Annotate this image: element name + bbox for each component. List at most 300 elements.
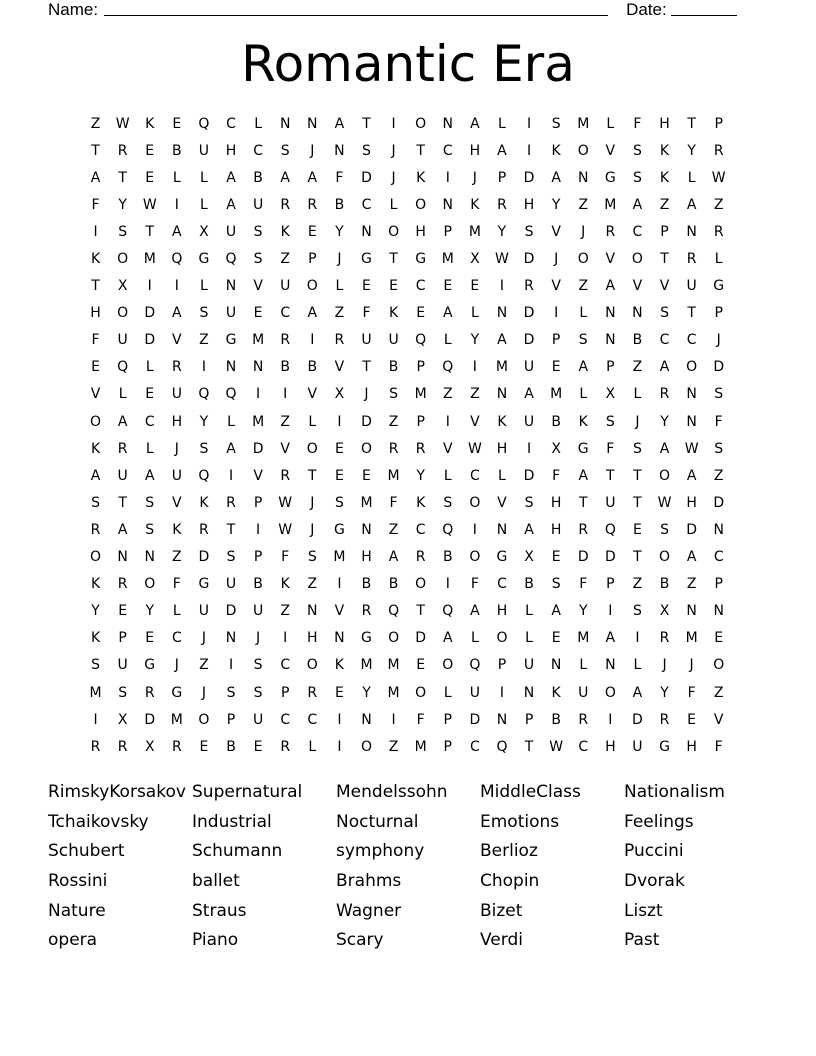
grid-letter[interactable]: M xyxy=(360,494,373,511)
grid-letter[interactable]: C xyxy=(469,738,480,755)
grid-letter[interactable]: R xyxy=(117,738,128,755)
grid-letter[interactable]: G xyxy=(713,278,725,295)
grid-letter[interactable]: M xyxy=(441,251,454,268)
grid-letter[interactable]: P xyxy=(443,738,452,755)
grid-letter[interactable]: A xyxy=(307,305,318,322)
grid-letter[interactable]: N xyxy=(605,305,616,322)
grid-letter[interactable]: F xyxy=(91,332,100,349)
grid-letter[interactable]: K xyxy=(388,305,399,322)
grid-letter[interactable]: Z xyxy=(713,196,724,213)
grid-letter[interactable]: K xyxy=(551,684,561,701)
grid-letter[interactable]: A xyxy=(334,115,345,132)
grid-letter[interactable]: V xyxy=(253,278,263,295)
grid-letter[interactable]: A xyxy=(442,305,453,322)
grid-letter[interactable]: N xyxy=(334,142,345,159)
grid-letter[interactable]: T xyxy=(91,278,100,295)
grid-letter[interactable]: T xyxy=(145,223,155,240)
grid-letter[interactable]: S xyxy=(145,521,155,538)
grid-letter[interactable]: C xyxy=(497,576,507,593)
grid-letter[interactable]: L xyxy=(525,630,533,647)
grid-letter[interactable]: Y xyxy=(145,603,155,620)
grid-letter[interactable]: R xyxy=(713,142,724,159)
grid-letter[interactable]: S xyxy=(253,223,263,240)
grid-letter[interactable]: I xyxy=(445,576,450,593)
grid-letter[interactable]: D xyxy=(198,549,210,566)
grid-letter[interactable]: V xyxy=(280,440,290,457)
grid-letter[interactable]: S xyxy=(632,142,642,159)
grid-letter[interactable]: Q xyxy=(469,657,481,674)
grid-letter[interactable]: C xyxy=(659,332,670,349)
grid-letter[interactable]: T xyxy=(118,494,127,511)
grid-letter[interactable]: O xyxy=(659,549,671,566)
grid-letter[interactable]: J xyxy=(174,440,179,457)
grid-letter[interactable]: B xyxy=(280,359,290,376)
grid-letter[interactable]: R xyxy=(280,196,291,213)
grid-letter[interactable]: C xyxy=(713,549,724,566)
grid-letter[interactable]: I xyxy=(201,359,206,376)
grid-letter[interactable]: N xyxy=(686,413,697,430)
grid-letter[interactable]: N xyxy=(361,223,372,240)
grid-letter[interactable]: L xyxy=(633,657,642,674)
grid-letter[interactable]: M xyxy=(252,332,265,349)
grid-letter[interactable]: Y xyxy=(687,142,696,159)
grid-letter[interactable]: R xyxy=(334,332,345,349)
grid-letter[interactable]: P xyxy=(714,115,723,132)
grid-letter[interactable]: A xyxy=(90,169,101,186)
grid-letter[interactable]: H xyxy=(550,521,562,538)
grid-letter[interactable]: O xyxy=(713,657,725,674)
grid-letter[interactable]: X xyxy=(144,738,155,755)
grid-letter[interactable]: R xyxy=(117,142,128,159)
grid-letter[interactable]: Z xyxy=(686,576,697,593)
grid-letter[interactable]: R xyxy=(307,684,318,701)
grid-letter[interactable]: O xyxy=(388,223,400,240)
grid-letter[interactable]: Z xyxy=(659,196,670,213)
grid-letter[interactable]: M xyxy=(604,196,617,213)
grid-letter[interactable]: H xyxy=(90,305,101,322)
grid-letter[interactable]: R xyxy=(361,603,372,620)
grid-letter[interactable]: H xyxy=(171,413,183,430)
grid-letter[interactable]: S xyxy=(551,115,561,132)
grid-letter[interactable]: E xyxy=(632,521,642,538)
grid-letter[interactable]: T xyxy=(118,169,127,186)
grid-letter[interactable]: L xyxy=(579,386,588,403)
grid-letter[interactable]: O xyxy=(577,142,589,159)
grid-letter[interactable]: Y xyxy=(335,223,344,240)
grid-letter[interactable]: J xyxy=(554,251,559,268)
grid-letter[interactable]: G xyxy=(577,440,589,457)
grid-letter[interactable]: N xyxy=(496,386,508,403)
grid-letter[interactable]: V xyxy=(334,359,345,376)
grid-letter[interactable]: N xyxy=(225,359,237,376)
grid-letter[interactable]: O xyxy=(360,738,372,755)
grid-letter[interactable]: S xyxy=(199,440,209,457)
grid-letter[interactable]: O xyxy=(90,413,102,430)
grid-letter[interactable]: D xyxy=(144,332,156,349)
grid-letter[interactable]: C xyxy=(144,413,155,430)
grid-letter[interactable]: S xyxy=(660,521,669,538)
grid-letter[interactable]: W xyxy=(278,521,293,538)
grid-letter[interactable]: H xyxy=(686,494,697,511)
grid-letter[interactable]: M xyxy=(333,549,346,566)
grid-letter[interactable]: T xyxy=(606,467,615,484)
grid-letter[interactable]: H xyxy=(523,196,535,213)
grid-letter[interactable]: A xyxy=(497,142,507,159)
grid-letter[interactable]: T xyxy=(687,305,696,322)
grid-letter[interactable]: C xyxy=(280,657,291,674)
grid-letter[interactable]: C xyxy=(578,738,589,755)
grid-letter[interactable]: T xyxy=(524,738,534,755)
grid-letter[interactable]: E xyxy=(253,305,263,322)
grid-letter[interactable]: R xyxy=(578,521,589,538)
grid-letter[interactable]: R xyxy=(659,630,670,647)
grid-letter[interactable]: J xyxy=(581,223,586,240)
grid-letter[interactable]: B xyxy=(388,576,399,593)
grid-letter[interactable]: Q xyxy=(225,386,237,403)
grid-letter[interactable]: F xyxy=(335,169,344,186)
grid-letter[interactable]: I xyxy=(337,738,342,755)
grid-letter[interactable]: N xyxy=(686,223,697,240)
grid-letter[interactable]: Z xyxy=(578,278,589,295)
grid-letter[interactable]: T xyxy=(660,251,669,268)
grid-letter[interactable]: I xyxy=(391,711,396,728)
grid-letter[interactable]: C xyxy=(442,142,453,159)
grid-letter[interactable]: N xyxy=(686,386,697,403)
grid-letter[interactable]: I xyxy=(526,440,532,457)
grid-letter[interactable]: I xyxy=(93,711,98,728)
grid-letter[interactable]: L xyxy=(714,251,723,268)
grid-letter[interactable]: L xyxy=(389,196,398,213)
grid-letter[interactable]: N xyxy=(686,603,697,620)
grid-letter[interactable]: V xyxy=(713,711,724,728)
grid-letter[interactable]: Q xyxy=(117,359,129,376)
grid-letter[interactable]: U xyxy=(469,684,480,701)
grid-letter[interactable]: Z xyxy=(172,549,182,566)
grid-letter[interactable]: D xyxy=(523,169,535,186)
grid-letter[interactable]: U xyxy=(686,278,697,295)
grid-letter[interactable]: L xyxy=(145,359,154,376)
grid-letter[interactable]: R xyxy=(307,196,318,213)
grid-letter[interactable]: L xyxy=(525,603,533,620)
grid-letter[interactable]: I xyxy=(228,467,234,484)
grid-letter[interactable]: M xyxy=(414,386,427,403)
grid-letter[interactable]: S xyxy=(118,223,128,240)
grid-letter[interactable]: X xyxy=(524,549,534,566)
grid-letter[interactable]: J xyxy=(364,386,369,403)
grid-letter[interactable]: O xyxy=(415,115,427,132)
grid-letter[interactable]: S xyxy=(714,386,724,403)
grid-letter[interactable]: N xyxy=(496,521,508,538)
grid-letter[interactable]: R xyxy=(578,711,589,728)
grid-letter[interactable]: K xyxy=(551,142,561,159)
grid-letter[interactable]: Y xyxy=(578,603,588,620)
grid-letter[interactable]: A xyxy=(117,413,128,430)
grid-letter[interactable]: I xyxy=(228,657,234,674)
date-field[interactable] xyxy=(671,0,737,16)
grid-letter[interactable]: E xyxy=(551,549,561,566)
grid-letter[interactable]: O xyxy=(686,359,698,376)
grid-letter[interactable]: Z xyxy=(388,521,399,538)
grid-letter[interactable]: O xyxy=(631,251,643,268)
grid-letter[interactable]: M xyxy=(360,657,373,674)
grid-letter[interactable]: S xyxy=(551,576,561,593)
grid-letter[interactable]: L xyxy=(227,413,235,430)
grid-letter[interactable]: B xyxy=(334,196,345,213)
grid-letter[interactable]: G xyxy=(225,332,237,349)
grid-letter[interactable]: D xyxy=(632,711,643,728)
grid-letter[interactable]: C xyxy=(307,711,318,728)
grid-letter[interactable]: C xyxy=(361,196,372,213)
grid-letter[interactable]: P xyxy=(416,413,425,430)
grid-letter[interactable]: K xyxy=(280,223,290,240)
grid-letter[interactable]: E xyxy=(334,684,344,701)
grid-letter[interactable]: A xyxy=(578,467,589,484)
grid-letter[interactable]: G xyxy=(361,251,372,268)
grid-letter[interactable]: I xyxy=(472,359,477,376)
grid-letter[interactable]: E xyxy=(334,440,344,457)
grid-letter[interactable]: O xyxy=(198,711,210,728)
grid-letter[interactable]: A xyxy=(605,278,616,295)
grid-letter[interactable]: E xyxy=(551,359,561,376)
grid-letter[interactable]: V xyxy=(90,386,101,403)
grid-letter[interactable]: Z xyxy=(199,332,209,349)
grid-letter[interactable]: O xyxy=(469,549,481,566)
grid-letter[interactable]: N xyxy=(307,115,318,132)
grid-letter[interactable]: S xyxy=(714,440,724,457)
grid-letter[interactable]: N xyxy=(442,115,453,132)
grid-letter[interactable]: J xyxy=(310,494,315,511)
grid-letter[interactable]: O xyxy=(442,657,454,674)
grid-letter[interactable]: Z xyxy=(442,386,453,403)
grid-letter[interactable]: D xyxy=(225,603,237,620)
grid-letter[interactable]: Y xyxy=(551,196,561,213)
grid-letter[interactable]: L xyxy=(200,196,208,213)
grid-letter[interactable]: D xyxy=(577,549,589,566)
grid-letter[interactable]: N xyxy=(605,332,616,349)
grid-letter[interactable]: M xyxy=(414,738,427,755)
grid-letter[interactable]: B xyxy=(388,359,399,376)
grid-letter[interactable]: L xyxy=(172,169,181,186)
grid-letter[interactable]: R xyxy=(90,738,101,755)
grid-letter[interactable]: L xyxy=(443,332,452,349)
grid-letter[interactable]: R xyxy=(226,494,236,511)
grid-letter[interactable]: E xyxy=(253,738,263,755)
grid-letter[interactable]: P xyxy=(416,359,425,376)
grid-letter[interactable]: A xyxy=(117,521,128,538)
grid-letter[interactable]: S xyxy=(632,440,642,457)
grid-letter[interactable]: Q xyxy=(198,386,210,403)
grid-letter[interactable]: L xyxy=(335,278,344,295)
grid-letter[interactable]: P xyxy=(606,576,615,593)
grid-letter[interactable]: B xyxy=(253,169,263,186)
grid-letter[interactable]: F xyxy=(552,467,561,484)
grid-letter[interactable]: Z xyxy=(632,359,643,376)
grid-letter[interactable]: D xyxy=(469,711,481,728)
grid-letter[interactable]: T xyxy=(308,467,317,484)
grid-letter[interactable]: U xyxy=(225,576,237,593)
name-field[interactable] xyxy=(104,0,608,16)
grid-letter[interactable]: A xyxy=(686,196,697,213)
grid-letter[interactable]: F xyxy=(172,576,181,593)
grid-letter[interactable]: B xyxy=(253,576,263,593)
grid-letter[interactable]: X xyxy=(551,440,561,457)
grid-letter[interactable]: X xyxy=(199,223,209,240)
grid-letter[interactable]: Z xyxy=(280,251,290,268)
grid-letter[interactable]: A xyxy=(172,223,182,240)
grid-letter[interactable]: I xyxy=(337,711,342,728)
grid-letter[interactable]: I xyxy=(445,169,450,186)
grid-letter[interactable]: N xyxy=(523,684,535,701)
grid-letter[interactable]: O xyxy=(469,494,481,511)
grid-letter[interactable]: C xyxy=(280,711,291,728)
grid-letter[interactable]: O xyxy=(306,278,318,295)
grid-letter[interactable]: J xyxy=(716,332,721,349)
grid-letter[interactable]: K xyxy=(334,657,344,674)
grid-letter[interactable]: U xyxy=(388,332,399,349)
grid-letter[interactable]: S xyxy=(145,494,155,511)
grid-letter[interactable]: Q xyxy=(388,603,400,620)
grid-letter[interactable]: E xyxy=(362,467,371,484)
grid-letter[interactable]: A xyxy=(659,359,670,376)
grid-letter[interactable]: A xyxy=(632,684,643,701)
grid-letter[interactable]: B xyxy=(361,576,372,593)
grid-letter[interactable]: Y xyxy=(497,223,507,240)
grid-letter[interactable]: Q xyxy=(171,251,183,268)
grid-letter[interactable]: F xyxy=(633,115,642,132)
grid-letter[interactable]: E xyxy=(687,711,697,728)
grid-letter[interactable]: Z xyxy=(713,684,724,701)
grid-letter[interactable]: U xyxy=(578,684,589,701)
grid-letter[interactable]: C xyxy=(469,467,480,484)
grid-letter[interactable]: P xyxy=(118,630,127,647)
grid-letter[interactable]: L xyxy=(172,603,181,620)
grid-letter[interactable]: N xyxy=(713,603,724,620)
grid-letter[interactable]: V xyxy=(605,251,616,268)
grid-letter[interactable]: M xyxy=(170,711,183,728)
grid-letter[interactable]: S xyxy=(578,332,588,349)
grid-letter[interactable]: M xyxy=(468,223,481,240)
grid-letter[interactable]: D xyxy=(361,169,372,186)
grid-letter[interactable]: A xyxy=(686,467,697,484)
grid-letter[interactable]: E xyxy=(91,359,100,376)
grid-letter[interactable]: O xyxy=(415,576,427,593)
grid-letter[interactable]: M xyxy=(252,413,265,430)
grid-letter[interactable]: H xyxy=(686,738,697,755)
grid-letter[interactable]: M xyxy=(685,630,698,647)
grid-letter[interactable]: P xyxy=(551,332,561,349)
grid-letter[interactable]: V xyxy=(253,467,263,484)
grid-letter[interactable]: U xyxy=(225,305,237,322)
grid-letter[interactable]: Q xyxy=(604,521,616,538)
grid-letter[interactable]: U xyxy=(361,332,372,349)
grid-letter[interactable]: J xyxy=(201,684,206,701)
grid-letter[interactable]: B xyxy=(659,576,670,593)
grid-letter[interactable]: U xyxy=(117,657,128,674)
grid-letter[interactable]: M xyxy=(387,657,400,674)
grid-letter[interactable]: W xyxy=(142,196,157,213)
grid-letter[interactable]: R xyxy=(497,196,507,213)
grid-letter[interactable]: O xyxy=(306,440,318,457)
grid-letter[interactable]: N xyxy=(361,521,372,538)
grid-letter[interactable]: L xyxy=(200,169,208,186)
grid-letter[interactable]: J xyxy=(256,630,261,647)
grid-letter[interactable]: S xyxy=(280,142,290,159)
grid-letter[interactable]: I xyxy=(93,223,98,240)
grid-letter[interactable]: H xyxy=(550,494,562,511)
grid-letter[interactable]: I xyxy=(283,630,288,647)
grid-letter[interactable]: C xyxy=(415,521,426,538)
grid-letter[interactable]: S xyxy=(118,684,128,701)
grid-letter[interactable]: L xyxy=(443,684,452,701)
grid-letter[interactable]: R xyxy=(117,576,128,593)
grid-letter[interactable]: F xyxy=(579,576,588,593)
grid-letter[interactable]: D xyxy=(713,494,725,511)
grid-letter[interactable]: X xyxy=(659,603,670,620)
grid-letter[interactable]: Y xyxy=(416,467,425,484)
grid-letter[interactable]: W xyxy=(684,440,699,457)
grid-letter[interactable]: F xyxy=(281,549,290,566)
grid-letter[interactable]: V xyxy=(172,332,182,349)
grid-letter[interactable]: C xyxy=(171,630,182,647)
grid-letter[interactable]: D xyxy=(523,251,535,268)
grid-letter[interactable]: L xyxy=(498,115,506,132)
grid-letter[interactable]: M xyxy=(89,684,102,701)
grid-letter[interactable]: A xyxy=(442,630,453,647)
grid-letter[interactable]: S xyxy=(226,684,236,701)
grid-letter[interactable]: B xyxy=(307,359,318,376)
grid-letter[interactable]: C xyxy=(253,142,263,159)
grid-letter[interactable]: Q xyxy=(198,115,210,132)
grid-letter[interactable]: A xyxy=(144,467,155,484)
grid-letter[interactable]: M xyxy=(577,630,590,647)
grid-letter[interactable]: S xyxy=(91,494,100,511)
grid-letter[interactable]: E xyxy=(145,142,155,159)
grid-letter[interactable]: Z xyxy=(388,413,399,430)
grid-letter[interactable]: A xyxy=(470,115,480,132)
grid-letter[interactable]: G xyxy=(604,169,616,186)
grid-letter[interactable]: V xyxy=(632,278,643,295)
grid-letter[interactable]: U xyxy=(523,413,535,430)
grid-letter[interactable]: R xyxy=(280,467,291,484)
grid-letter[interactable]: N xyxy=(225,278,237,295)
grid-letter[interactable]: F xyxy=(389,494,398,511)
grid-letter[interactable]: V xyxy=(605,142,616,159)
grid-letter[interactable]: W xyxy=(711,169,726,186)
grid-letter[interactable]: F xyxy=(362,305,371,322)
grid-letter[interactable]: I xyxy=(635,630,640,647)
grid-letter[interactable]: N xyxy=(496,305,508,322)
grid-letter[interactable]: P xyxy=(226,711,236,728)
grid-letter[interactable]: K xyxy=(90,576,101,593)
grid-letter[interactable]: O xyxy=(496,630,508,647)
grid-letter[interactable]: T xyxy=(416,142,425,159)
grid-letter[interactable]: N xyxy=(144,549,155,566)
grid-letter[interactable]: G xyxy=(333,521,345,538)
grid-letter[interactable]: P xyxy=(443,223,452,240)
grid-letter[interactable]: R xyxy=(144,684,155,701)
grid-letter[interactable]: G xyxy=(198,251,210,268)
grid-letter[interactable]: S xyxy=(199,305,209,322)
grid-letter[interactable]: U xyxy=(117,467,128,484)
grid-letter[interactable]: J xyxy=(337,251,342,268)
grid-letter[interactable]: L xyxy=(308,738,317,755)
grid-letter[interactable]: W xyxy=(657,494,672,511)
grid-letter[interactable]: E xyxy=(389,278,398,295)
grid-letter[interactable]: L xyxy=(687,169,696,186)
grid-letter[interactable]: L xyxy=(579,305,588,322)
grid-letter[interactable]: C xyxy=(686,332,697,349)
grid-letter[interactable]: J xyxy=(391,169,396,186)
